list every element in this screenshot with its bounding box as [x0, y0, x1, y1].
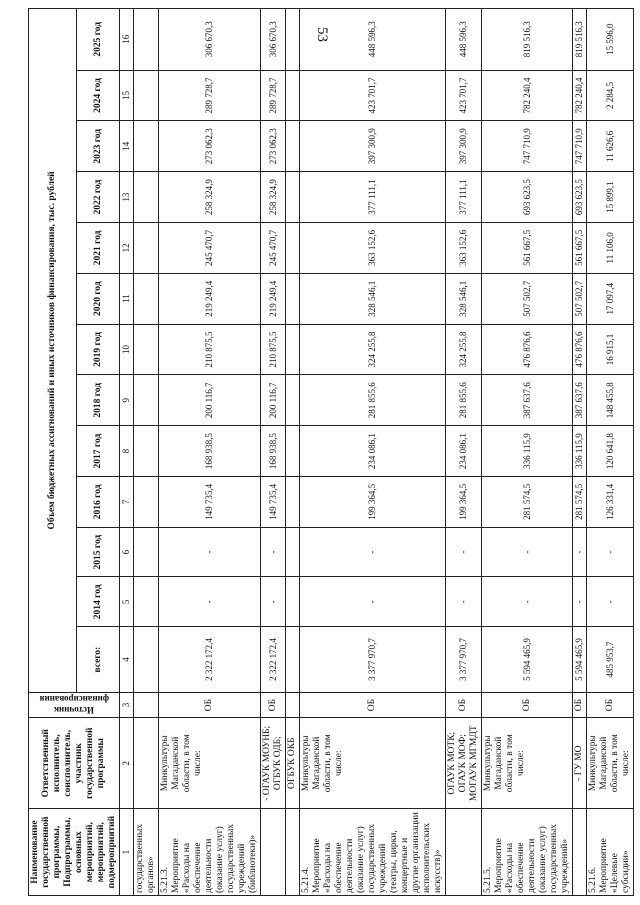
row-executor: ОГАУК МОТК; ОГАУК МОФ; МОГАУК МГМДТ	[446, 718, 482, 809]
column-number: 10	[120, 324, 134, 375]
row-year-value	[134, 527, 159, 577]
row-source	[286, 692, 300, 717]
row-year-value: 377 111,1	[300, 172, 446, 223]
row-year-value: 2 284,5	[587, 70, 634, 121]
row-year-value: 245 470,7	[261, 222, 286, 273]
table-row	[446, 9, 482, 896]
row-year-value: 306 670,3	[261, 9, 286, 71]
row-year-value: 149 735,4	[159, 476, 261, 527]
header-row-1	[29, 9, 77, 896]
row-year-value: -	[261, 577, 286, 627]
row-year-value: 387 637,6	[573, 375, 587, 426]
row-year-value: 168 938,5	[159, 426, 261, 477]
row-year-value: 15 596,0	[587, 9, 634, 71]
row-year-value: 377 111,1	[446, 172, 482, 223]
row-year-value: 258 324,9	[159, 172, 261, 223]
row-name	[573, 809, 587, 896]
row-year-value	[286, 222, 300, 273]
table-row	[134, 9, 159, 896]
row-year-value: 448 596,3	[446, 9, 482, 71]
row-year-value: -	[300, 527, 446, 577]
table-row	[573, 9, 587, 896]
row-name: 5.21.4. Мероприятие «Расходы на обеспечение деятельности (оказание услуг) государственных учреждений (театры, цирки, концертные и другие организации исполнительских искусств)»	[300, 809, 446, 896]
column-number: 13	[120, 172, 134, 223]
row-total: 5 594 465,9	[482, 627, 573, 693]
row-year-value: 245 470,7	[159, 222, 261, 273]
header-year: 2019 год	[77, 324, 120, 375]
column-number: 5	[120, 577, 134, 627]
row-year-value: 423 701,7	[300, 70, 446, 121]
column-number: 14	[120, 121, 134, 172]
row-year-value: 149 735,4	[261, 476, 286, 527]
row-year-value	[134, 324, 159, 375]
row-source: ОБ	[587, 692, 634, 717]
row-year-value: 281 574,5	[482, 476, 573, 527]
row-year-value	[134, 172, 159, 223]
row-year-value	[286, 121, 300, 172]
table-body	[134, 9, 634, 896]
row-year-value: -	[482, 577, 573, 627]
row-year-value: 423 701,7	[446, 70, 482, 121]
row-year-value: 15 899,1	[587, 172, 634, 223]
table-row	[159, 9, 261, 896]
header-funding-title: Объем бюджетных ассигнований и иных источников финансирования, тыс. рублей	[29, 9, 77, 693]
table-wrapper	[28, 8, 631, 896]
column-number: 9	[120, 375, 134, 426]
row-year-value: 747 710,9	[573, 121, 587, 172]
header-year: 2021 год	[77, 222, 120, 273]
row-year-value: 199 364,5	[446, 476, 482, 527]
header-year: 2025 год	[77, 9, 120, 71]
row-year-value: -	[573, 527, 587, 577]
row-executor: Минкультуры Магаданской области, в том числе:	[300, 718, 446, 809]
row-year-value: 693 623,5	[573, 172, 587, 223]
header-source: Источник финансирования	[39, 694, 109, 716]
row-year-value: 324 255,8	[446, 324, 482, 375]
row-executor: ОГБУК ОКБ	[286, 718, 300, 809]
table-row	[286, 9, 300, 896]
row-year-value: -	[159, 577, 261, 627]
row-year-value: 782 240,4	[573, 70, 587, 121]
header-name: Наименование государственной программы, Подпрограммы, основных мероприятий, мероприятий, подмероприятий	[29, 809, 120, 896]
header-year: 2022 год	[77, 172, 120, 223]
row-year-value: 328 546,1	[446, 273, 482, 324]
row-year-value: 281 855,6	[446, 375, 482, 426]
row-year-value	[134, 222, 159, 273]
row-year-value: -	[159, 527, 261, 577]
row-year-value	[134, 273, 159, 324]
column-number: 15	[120, 70, 134, 121]
row-source	[134, 692, 159, 717]
row-name	[261, 809, 286, 896]
row-year-value: 561 667,5	[573, 222, 587, 273]
row-year-value: 476 876,6	[573, 324, 587, 375]
row-year-value: 507 502,7	[482, 273, 573, 324]
row-year-value: 819 516,3	[573, 9, 587, 71]
row-total	[286, 627, 300, 693]
row-total: 485 953,7	[587, 627, 634, 693]
row-year-value: 289 728,7	[261, 70, 286, 121]
row-year-value	[286, 476, 300, 527]
row-year-value: 234 086,1	[300, 426, 446, 477]
row-name: 5.21.5. Мероприятие «Расходы на обеспечение деятельности (оказание услуг) государственных учреждений»	[482, 809, 573, 896]
row-year-value: 693 623,5	[482, 172, 573, 223]
row-year-value: -	[446, 527, 482, 577]
row-year-value: 200 116,7	[261, 375, 286, 426]
row-year-value: 387 637,6	[482, 375, 573, 426]
row-year-value: -	[261, 527, 286, 577]
row-year-value: 200 116,7	[159, 375, 261, 426]
row-year-value: 363 152,6	[446, 222, 482, 273]
row-year-value	[134, 9, 159, 71]
funding-table	[28, 8, 634, 896]
row-year-value: 148 455,8	[587, 375, 634, 426]
row-year-value	[286, 426, 300, 477]
row-total: 3 377 970,7	[300, 627, 446, 693]
row-name: 5.21.3. Мероприятие «Расходы на обеспечение деятельности (оказание услуг) государственных учреждений (библиотеки)»	[159, 809, 261, 896]
row-year-value: 328 546,1	[300, 273, 446, 324]
row-year-value: 561 667,5	[482, 222, 573, 273]
row-year-value: -	[446, 577, 482, 627]
row-year-value: 397 300,9	[446, 121, 482, 172]
column-number: 6	[120, 527, 134, 577]
row-year-value: 336 115,9	[573, 426, 587, 477]
row-year-value	[286, 172, 300, 223]
row-year-value: 258 324,9	[261, 172, 286, 223]
row-year-value: 819 516,3	[482, 9, 573, 71]
table-row	[300, 9, 446, 896]
header-executor: Ответственный исполнитель, соисполнитель, участник государственной программы	[29, 718, 120, 809]
row-year-value: 120 641,8	[587, 426, 634, 477]
row-year-value: 219 249,4	[159, 273, 261, 324]
row-year-value: 782 240,4	[482, 70, 573, 121]
row-year-value	[286, 9, 300, 71]
row-year-value: 17 097,4	[587, 273, 634, 324]
row-year-value: 273 062,3	[261, 121, 286, 172]
row-year-value	[134, 375, 159, 426]
header-year: 2015 год	[77, 527, 120, 577]
header-year: 2023 год	[77, 121, 120, 172]
row-year-value: 11 106,0	[587, 222, 634, 273]
header-year: 2016 год	[77, 476, 120, 527]
column-number: 16	[120, 9, 134, 71]
row-year-value	[134, 70, 159, 121]
table-row	[261, 9, 286, 896]
row-year-value: -	[587, 527, 634, 577]
row-year-value: 306 670,3	[159, 9, 261, 71]
row-year-value: 199 364,5	[300, 476, 446, 527]
row-year-value	[286, 375, 300, 426]
row-year-value: -	[573, 577, 587, 627]
row-year-value	[134, 426, 159, 477]
row-year-value: 336 115,9	[482, 426, 573, 477]
row-year-value: 11 626,6	[587, 121, 634, 172]
row-executor: Минкультуры Магаданской области, в том числе:	[159, 718, 261, 809]
row-executor: Минкультуры Магаданской области, в том числе:	[587, 718, 634, 809]
row-year-value: 273 062,3	[159, 121, 261, 172]
row-year-value	[134, 121, 159, 172]
row-year-value	[134, 476, 159, 527]
row-year-value: 234 086,1	[446, 426, 482, 477]
row-name	[446, 809, 482, 896]
row-total	[134, 627, 159, 693]
column-number-row	[120, 9, 134, 896]
column-number: 12	[120, 222, 134, 273]
row-executor	[134, 718, 159, 809]
header-source-cell	[29, 692, 120, 717]
row-executor: - ОГАУК МОУНБ; ОГБУК ОДБ;	[261, 718, 286, 809]
row-source: ОБ	[159, 692, 261, 717]
row-year-value: -	[587, 577, 634, 627]
row-year-value: 289 728,7	[159, 70, 261, 121]
row-year-value: 126 331,4	[587, 476, 634, 527]
column-number: 3	[120, 692, 134, 717]
row-executor: Минкультуры Магаданской области, в том числе:	[482, 718, 573, 809]
column-number: 2	[120, 718, 134, 809]
row-year-value	[286, 70, 300, 121]
row-year-value: 476 876,6	[482, 324, 573, 375]
column-number: 8	[120, 426, 134, 477]
row-year-value: 747 710,9	[482, 121, 573, 172]
table-row	[587, 9, 634, 896]
header-year: 2014 год	[77, 577, 120, 627]
header-year: 2020 год	[77, 273, 120, 324]
row-year-value: -	[482, 527, 573, 577]
row-total: 2 322 172,4	[261, 627, 286, 693]
table-row	[482, 9, 573, 896]
row-year-value	[286, 577, 300, 627]
row-year-value: 281 574,5	[573, 476, 587, 527]
column-number: 11	[120, 273, 134, 324]
header-year: 2024 год	[77, 70, 120, 121]
column-number: 7	[120, 476, 134, 527]
header-year: 2017 год	[77, 426, 120, 477]
row-year-value: 168 938,5	[261, 426, 286, 477]
row-year-value: 16 915,1	[587, 324, 634, 375]
row-name	[286, 809, 300, 896]
row-year-value	[134, 577, 159, 627]
row-source: ОБ	[300, 692, 446, 717]
header-total: всего:	[77, 627, 120, 693]
row-year-value	[286, 324, 300, 375]
row-year-value: 507 502,7	[573, 273, 587, 324]
row-year-value: 219 249,4	[261, 273, 286, 324]
rotated-page	[28, 8, 631, 896]
row-source: ОБ	[261, 692, 286, 717]
row-source: ОБ	[573, 692, 587, 717]
row-year-value: -	[300, 577, 446, 627]
row-total: 3 377 970,7	[446, 627, 482, 693]
row-source: ОБ	[482, 692, 573, 717]
column-number: 4	[120, 627, 134, 693]
row-executor: - ГУ МО	[573, 718, 587, 809]
row-total: 2 322 172,4	[159, 627, 261, 693]
header-year: 2018 год	[77, 375, 120, 426]
row-year-value: 324 255,8	[300, 324, 446, 375]
column-number: 1	[120, 809, 134, 896]
row-source: ОБ	[446, 692, 482, 717]
row-year-value: 448 596,3	[300, 9, 446, 71]
page-number: 53	[314, 27, 330, 42]
row-year-value: 363 152,6	[300, 222, 446, 273]
row-year-value: 397 300,9	[300, 121, 446, 172]
row-year-value: 281 855,6	[300, 375, 446, 426]
row-name: 5.21.6. Мероприятие «Целевые субсидии»	[587, 809, 634, 896]
row-name: государственных органов»	[134, 809, 159, 896]
row-total: 5 594 465,9	[573, 627, 587, 693]
row-year-value: 210 875,5	[159, 324, 261, 375]
row-year-value	[286, 273, 300, 324]
row-year-value	[286, 527, 300, 577]
row-year-value: 210 875,5	[261, 324, 286, 375]
